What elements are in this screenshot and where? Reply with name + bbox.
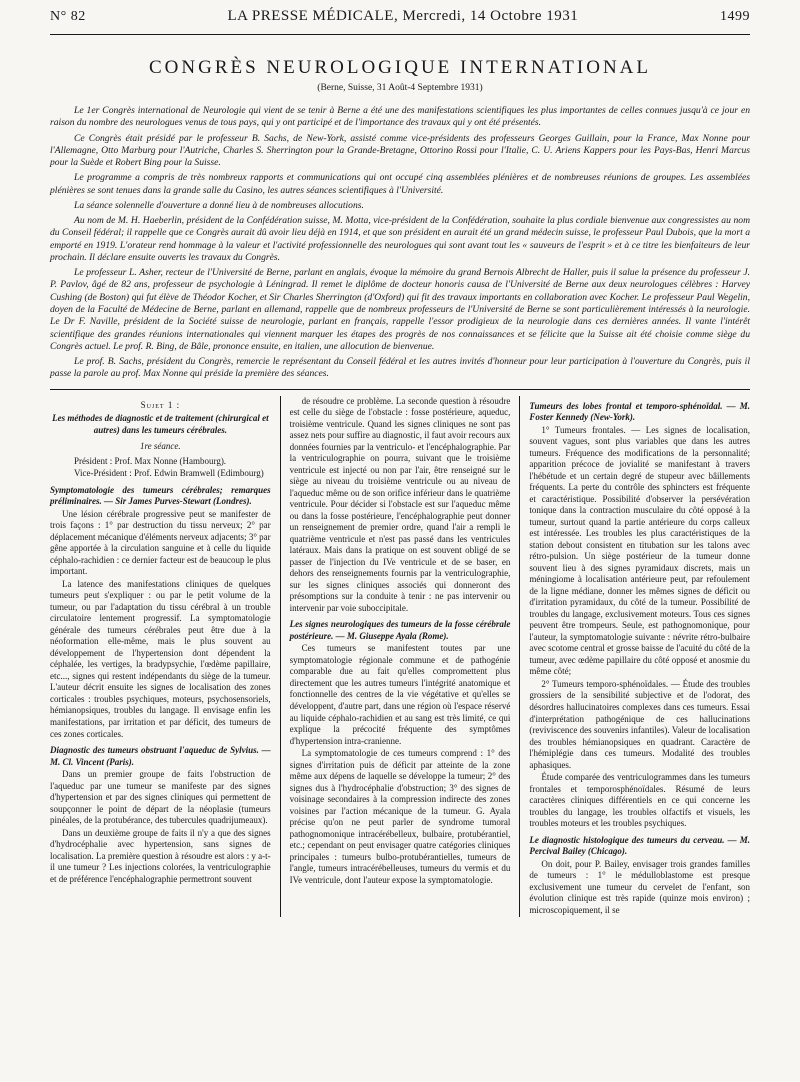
body-paragraph: Ces tumeurs se manifestent toutes par une symptomatologie régionale commune et de pathogénie comparable due au fait qu'elles compromettent plus directement que les autres tumeurs l'intégrité anatomique et fonctionnelle des centres de la vie végétative et qu'elles se développent, d'autre part, dans une région où l'espace réservé au liquide céphalo-rachidien et au sang est très limité, ce qui explique la précocité fréquente des symptômes d'hypertension intra-cranienne.	[289, 643, 511, 746]
intro-paragraph: Le programme a compris de très nombreux rapports et communications qui ont occupé cinq assemblées plénières et de nombreuses réunions de groupes. Les assemblées plénières se sont tenues dans la grande salle du Casino, les autres séances scientifiques à l'Université.	[50, 172, 750, 196]
body-paragraph: Dans un deuxième groupe de faits il n'y a que des signes d'hydrocéphalie avec hypertension, sans signes de localisation. La première question à résoudre est alors : y a-t-il une tumeur ? Les injections colorées, la ventriculographie et de préférence l'encéphalographie permettront souvent	[50, 827, 271, 884]
section-heading: Le diagnostic histologique des tumeurs du cerveau. — M. Percival Bailey (Chicago).	[529, 834, 751, 857]
article-subtitle: (Berne, Suisse, 31 Août-4 Septembre 1931)	[317, 83, 483, 93]
body-paragraph: La symptomatologie de ces tumeurs comprend : 1° des signes d'irritation puis de déficit par atteinte de la zone même aux dépens de laquelle se développe la tumeur; 2° des signes dus à l'hydrocéphalie d'obstruction; 3° des signes de voisinage secondaires à la compression indirecte des zones voisines par l'action mécanique de la tumeur. G. Ayala précise qu'on ne peut parler de syndrome tumoral pathognomonique intracérébelleux, bulbaire, protubérantiel, etc.; cependant on peut envisager quatre catégories cliniques principales : tumeurs bulbo-protubérantielles, tumeurs de l'angle, tumeurs intracérébelleuses, tumeurs du vermis et du IVe ventricule, dont l'auteur expose la symptomatologie.	[289, 748, 511, 885]
column-divider	[519, 396, 520, 918]
page-number: 1499	[719, 9, 750, 24]
body-paragraph: La latence des manifestations cliniques de quelques tumeurs peut s'expliquer : ou par le petit volume de la tumeur, ou par l'adaptation du tissu cérébral à un trouble circulatoire lentement progressif. La symptomatologie générale des tumeurs cérébrales peut être due à la néoformation elle-même, mais le plus souvent au développement de l'hypertension dont dépendent la céphalée, les vertiges, la bradypsychie, l'œdème papillaire, etc..., signes qui restent indépendants du siège de la tumeur. L'auteur décrit ensuite les signes de localisation des zones corticales : troubles psychiques, moteurs, psychosensoriels, hémianopsiques, troubles du langage. Il envisage enfin les manifestations, par irritation et par déficit, des tumeurs de ces zones corticales.	[50, 578, 271, 739]
vice-president-line: Vice-Président : Prof. Edwin Bramwell (Edimbourg)	[74, 468, 264, 479]
seance-label: 1re séance.	[140, 441, 181, 452]
officers	[50, 456, 271, 480]
intro-paragraph: Ce Congrès était présidé par le professeur B. Sachs, de New-York, assisté comme vice-présidents des professeurs Georges Guillain, pour la France, Max Nonne pour l'Allemagne, Otto Marburg pour l'Autriche, Charles S. Sherrington pour la Grande-Bretagne, Ottorino Rossi pour l'Italie, C. U. Ariens Kappers pour les Pays-Bas, Henri Marcus pour la Suède et Robert Bing pour la Suisse.	[50, 132, 750, 169]
body-columns	[50, 396, 750, 918]
running-header	[50, 8, 750, 35]
issue-date: Mercredi, 14 Octobre 1931	[402, 8, 579, 24]
body-paragraph: Une lésion cérébrale progressive peut se manifester de trois façons : 1° par destruction du tissu nerveux; 2° par déplacement mécanique d'éléments nerveux adjacents; 3° par gêne apportée à la circulation sanguine et à celle du liquide céphalo-rachidien : ce dernier facteur est de beaucoup le plus important.	[50, 508, 271, 577]
article-title: CONGRÈS NEUROLOGIQUE INTERNATIONAL	[148, 57, 652, 78]
body-paragraph: 1° Tumeurs frontales. — Les signes de localisation, souvent vagues, sont plus variables que dans les autres tumeurs. Fréquence des modifications de la personnalité; apparition précoce de jovialité se manifestant à travers l'hébétude et un certain degré de stupeur avec bâillements fréquents. La perte du contrôle des sphincters est fréquente et caractéristique. Possibilité d'observer la persévération tonique dans la contraction musculaire du côté opposé à la tumeur, surtout quand la partie antérieure du corps calleux est intéressée. Les troubles les plus caractéristiques de la station debout consistent en titubation sur les talons avec rétro-pulsion. Un siège postérieur de la tumeur donne souvent lieu à des signes pyramidaux discrets, mais un méningiome à localisation antérieure peut, par refoulement de la ligne médiane, donner les mêmes signes de déficit ou d'irritation pyramidaux, du côté de la tumeur. Possibilité de troubles du langage, exclusivement moteurs. Tous ces signes peuvent être trompeurs. Seule, est pathognomonique, pour l'auteur, la symptomatologie suivante : névrite rétro-bulbaire avec scotome central et grosse baisse de l'acuité du côté de la tumeur, avec œdème papillaire du côté opposé et anosmie du même côté;	[529, 424, 751, 677]
column-right	[529, 396, 750, 918]
president-line: Président : Prof. Max Nonne (Hambourg).	[74, 455, 227, 466]
intro-paragraph: Le 1er Congrès international de Neurologie qui vient de se tenir à Berne a été une des manifestations scientifiques les plus importantes de celles connues jusqu'à ce jour en raison du nombre des neurologues venus de tous pays, qui y ont participé et de l'importance des travaux qui y ont été présentés.	[50, 105, 750, 129]
body-paragraph: On doit, pour P. Bailey, envisager trois grandes familles de tumeurs : 1° le médulloblastome est presque exclusivement une tumeur du cervelet de l'enfant, son évolution clinique est très rapide (quinze mois environ) ; microscopiquement, il se	[529, 858, 751, 915]
column-middle	[290, 396, 511, 918]
sujet-heading	[50, 400, 271, 437]
body-paragraph: de résoudre ce problème. La seconde question à résoudre est celle du siège de l'obstacle : fosse postérieure, aqueduc, troisième ventricule. Quand les signes cliniques ne sont pas assez nets pour suffire au diagnostic, il faut avoir recours aux données fournies par la ventriculo- et l'encéphalographie. Par la ventriculographie on pourra, suivant que le troisième ventricule est injecté ou non par l'air, être renseigné sur le siège au niveau du troisième ventricule ou au niveau de l'aqueduc même ou de son orifice inférieur dans le quatrième ventricule. Pour décider si l'obstacle est sur l'aqueduc même ou dans la fosse postérieure, l'encéphalographie peut donner un renseignement de premier ordre, quand l'air a rempli le quatrième ventricule et n'est pas passé dans les ventricules latéraux. Mais dans la pratique on est souvent obligé de se passer de l'injection du IVe ventricule et de se baser, en dehors des renseignements fournis par la ventriculographie, sur les signes cliniques associés qui donneront des présomptions sur la conduite à tenir : ne pas intervenir ou intervenir par voie suboccipitale.	[289, 395, 511, 613]
intro-paragraph: Le prof. B. Sachs, président du Congrès, remercie le représentant du Conseil fédéral et les autres invités d'honneur pour leur participation à l'ouverture du Congrès, puis il passe la parole au prof. Max Nonne qui préside la première des séances.	[50, 356, 750, 380]
intro-paragraph: Au nom de M. H. Haeberlin, président de la Confédération suisse, M. Motta, vice-président de la Confédération, souhaite la plus cordiale bienvenue aux congressistes au nom du Conseil fédéral; il rappelle que ce Congrès aurait dû avoir lieu déjà en 1914, et que son président en aurait été un grand médecin suisse, le professeur Paul Dubois, que la mort a emporté en 1919. L'orateur rend hommage à la valeur et l'activité professionnelle des neurologues qui sont avant tout les « sauveurs de l'esprit » et à ce titre les bienfaiteurs de leur prochain. Il déclare ensuite ouverts les travaux du Congrès.	[50, 215, 750, 263]
intro-section	[50, 105, 750, 381]
section-heading: Symptomatologie des tumeurs cérébrales; remarques préliminaires. — Sir James Purves-Stewart (Londres).	[50, 484, 271, 507]
section-divider	[50, 389, 750, 390]
section-heading: Les signes neurologiques des tumeurs de la fosse cérébrale postérieure. — M. Giuseppe Ayala (Rome).	[289, 619, 511, 641]
section-heading: Tumeurs des lobes frontal et temporo-sphénoïdal. — M. Foster Kennedy (New-York).	[529, 400, 751, 423]
journal-name: LA PRESSE MÉDICALE,	[227, 8, 399, 24]
intro-paragraph: La séance solennelle d'ouverture a donné lieu à de nombreuses allocutions.	[74, 199, 364, 211]
sujet-number: Sujet 1 :	[140, 399, 181, 410]
body-paragraph: 2° Tumeurs temporo-sphénoïdales. — Étude des troubles grossiers de la sensibilité subjective et de l'odorat, des désordres hallucinatoires complexes dans ces tumeurs. Essai d'interprétation pathogénique de ces hallucinations (reviviscence des souvenirs infantiles). Valeur de localisation des troubles hémianopsiques en quadrant. Caractère de l'hémiplégie dans ces tumeurs. Modalité des troubles aphasiques.	[529, 678, 751, 770]
sujet-title: Les méthodes de diagnostic et de traitement (chirurgical et autres) dans les tumeurs cérébrales.	[52, 413, 269, 435]
intro-paragraph: Le professeur L. Asher, recteur de l'Université de Berne, parlant en anglais, évoque la mémoire du grand Bernois Albrecht de Haller, puis il salue la présence du professeur J. P. Pavlov, âgé de 82 ans, professeur de psychologie à Léningrad. Il remet le diplôme de docteur honoris causa de l'Université de Berne aux deux neurologues célèbres : Harvey Cushing (de Boston) qui fut élève de Théodor Kocher, et Sir Charles Sherrington (d'Oxford) qui fit des travaux importants en collaboration avec Kocher. Le professeur Paul Wegelin, doyen de la Faculté de Médecine de Berne, parlant en allemand, rappelle que de nombreux professeurs de l'Université de Berne se sont particulièrement intéressés à la neurologie. Le Dr F. Naville, président de la Société suisse de neurologie, parlant en français, rappelle l'essor prodigieux de la neurologie dans ces dernières années. Il vante l'intérêt scientifique des grandes réunions internationales qui viennent marquer les étapes des progrès de nos connaissances et se félicite que la Suisse ait été choisie comme siège du Congrès actuel. Le prof. R. Bing, de Bâle, prononce ensuite, en italien, une allocution de bienvenue.	[50, 267, 750, 352]
body-paragraph: Dans un premier groupe de faits l'obstruction de l'aqueduc par une tumeur se manifeste par des signes d'hypertension et par des signes cliniques qui permettent de soupçonner le point de départ de la néoplasie (tumeurs pinéales, de la protubérance, des tubercules quadrijumeaux).	[50, 769, 271, 826]
section-heading: Diagnostic des tumeurs obstruant l'aqueduc de Sylvius. — M. Cl. Vincent (Paris).	[50, 745, 271, 767]
issue-number: N° 82	[50, 9, 86, 24]
body-paragraph: Étude comparée des ventriculogrammes dans les tumeurs frontales et temporosphénoïdales. Résumé de leurs caractères cliniques différentiels en ce qui concerne les troubles du langage, les troubles olfactifs et visuels, les troubles moteurs et les troubles psychiques.	[529, 772, 751, 829]
journal-title	[227, 8, 578, 25]
column-divider	[280, 396, 281, 918]
column-left	[50, 396, 271, 918]
